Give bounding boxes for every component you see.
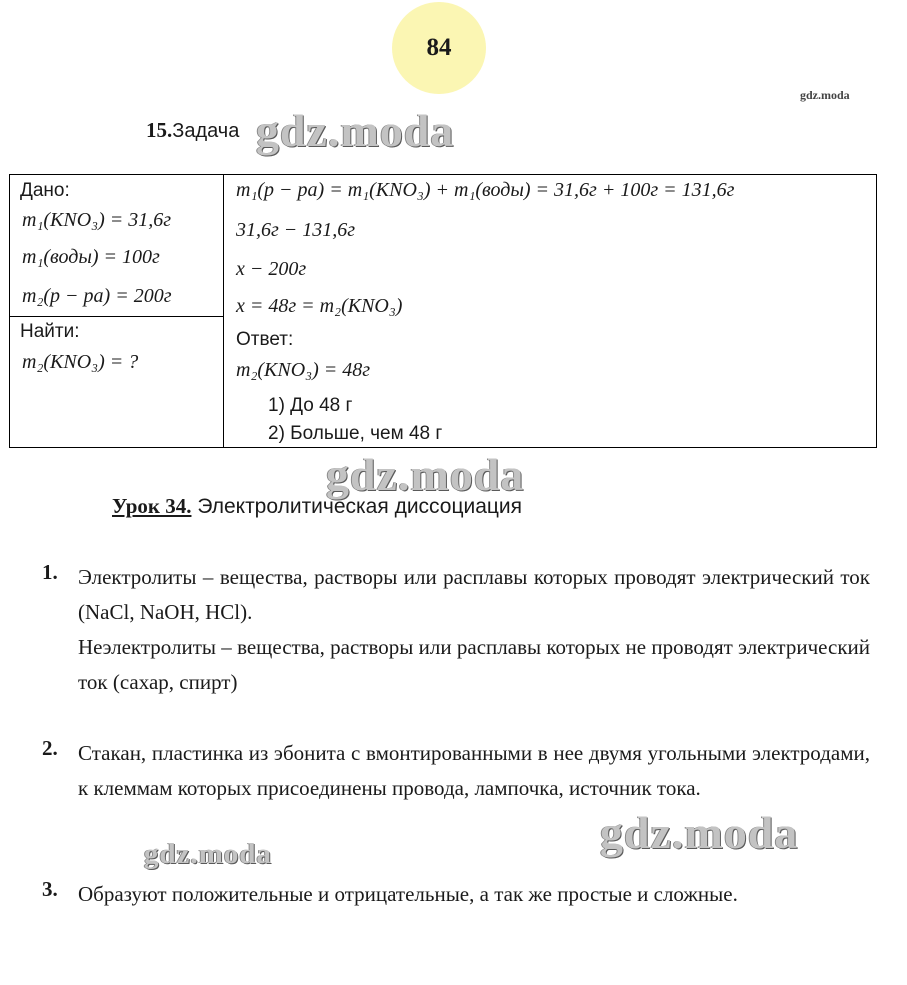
answer-label: Ответ: [236,329,294,350]
item-number: 1. [42,560,58,584]
answer-option: 1) До 48 г [268,395,353,416]
list-item [42,736,870,806]
item-text: Образуют положительные и отрицательные, а так же простые и сложные. [78,882,738,906]
watermark-4: gdz.moda [144,838,273,870]
find-line: m₂(KNO₃) = ? [22,351,139,373]
task-title: Задача [172,120,240,142]
watermark-1: gdz.moda [256,105,455,156]
given-label: Дано: [20,180,70,201]
answer-option: 2) Больше, чем 48 г [268,423,443,444]
item-text: Стакан, пластинка из эбонита с вмонтированными в нее двумя угольными электродами, к клеммам которых присоединены провода, лампочка, источник тока. [78,741,870,800]
task-number: 15. [146,118,173,142]
watermark-3: gdz.moda [600,807,799,858]
solution-line: 31,6г − 131,6г [236,219,356,241]
given-line: m₁(воды) = 100г [22,246,160,268]
item-text: Неэлектролиты – вещества, растворы или расплавы которых не проводят электрический ток (сахар, спирт) [78,635,870,694]
lesson-label: Урок 34. [112,494,192,518]
list-item [42,877,870,912]
answer-line: m₂(KNO₃) = 48г [236,359,371,381]
item-number: 3. [42,877,58,901]
given-column [10,175,224,447]
lesson-title: Электролитическая диссоциация [197,495,523,518]
item-text: Электролиты – вещества, растворы или расплавы которых проводят электрический ток (NaCl, NaOH, HCl). [78,565,870,624]
page-number: 84 [392,2,486,94]
solution-line: x = 48г = m₂(KNO₃) [236,295,403,317]
given-line: m₂(р − ра) = 200г [22,285,172,307]
solution-line: x − 200г [236,258,307,280]
solution-line: m₁(р − ра) = m₁(KNO₃) + m₁(воды) = 31,6г + 100г = 131,6г [236,179,735,201]
given-section [10,175,223,317]
solution-column [224,175,876,447]
solution-table [9,174,877,448]
item-number: 2. [42,736,58,760]
task-heading [146,118,239,143]
lesson-heading [112,494,522,519]
watermark-small: gdz.moda [800,88,850,102]
watermark-2: gdz.moda [326,449,525,500]
list-item [42,560,870,700]
given-line: m₁(KNO₃) = 31,6г [22,209,172,231]
find-label: Найти: [20,321,80,342]
